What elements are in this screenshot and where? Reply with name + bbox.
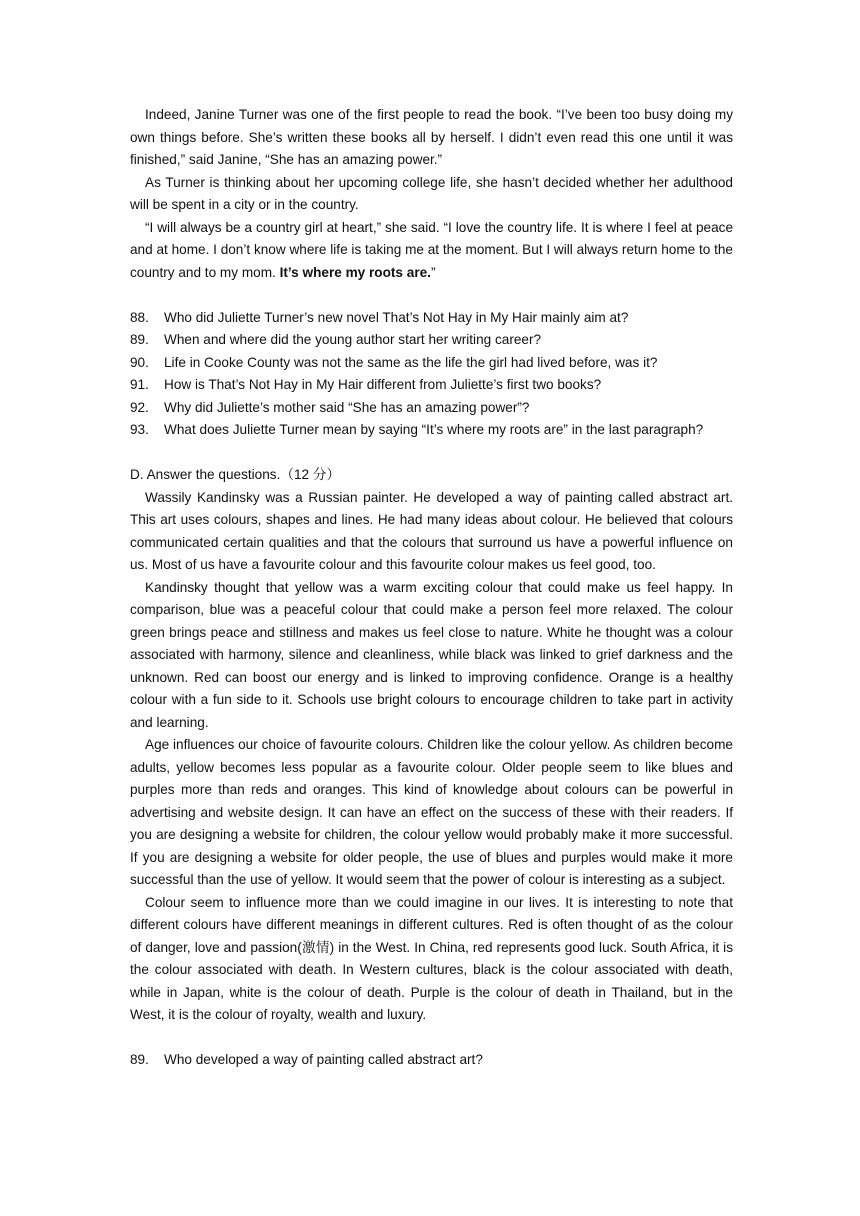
paragraph-kandinsky-intro: Wassily Kandinsky was a Russian painter. He developed a way of painting called abstract art. This art uses colours, shapes and lines. He had many ideas about colour. He believed that colours communicated certain qualities and that the colours that surround us have a powerful influence on us. Most of us have a favourite colour and this favourite colour makes us feel good, too.: [130, 489, 733, 572]
question-item: [130, 307, 733, 330]
question-number: 89.: [130, 1052, 149, 1067]
question-number: 92.: [130, 399, 149, 415]
question-item: [130, 374, 733, 397]
country-girl-text: “I will always be a country girl at heart,” she said. “I love the country life. It is where I feel at peace and at home. I don’t know where life is taking me at the moment. But I will always return home to the country and to my mom.: [130, 219, 733, 280]
question-item: [130, 397, 733, 420]
paragraph-cultural-meanings: Colour seem to influence more than we could imagine in our lives. It is interesting to note that different colours have different meanings in different cultures. Red is often thought of as the colour of danger, love and passion(激情) in the West. In China, red represents good luck. South Africa, it is the colour associated with death. In Western cultures, black is the colour associated with death, while in Japan, white is the colour of death. Purple is the colour of death in Thailand, but in the West, it is the colour of royalty, wealth and luxury.: [130, 894, 733, 1022]
question-number: 88.: [130, 309, 149, 325]
question-text: What does Juliette Turner mean by saying “It’s where my roots are” in the last paragraph?: [164, 422, 704, 437]
question-list-c: [130, 307, 733, 442]
question-text: How is That’s Not Hay in My Hair different from Juliette’s first two books?: [164, 377, 602, 392]
paragraph-country-girl: [130, 217, 733, 285]
spacer: [130, 1027, 733, 1050]
paragraph-college-life: As Turner is thinking about her upcoming college life, she hasn’t decided whether her adulthood will be spent in a city or in the country.: [130, 174, 733, 212]
question-number: 90.: [130, 354, 149, 370]
question-number: 89.: [130, 332, 149, 347]
question-item: [130, 419, 733, 442]
question-number: 93.: [130, 422, 149, 437]
roots-quote-bold: It’s where my roots are.: [279, 264, 431, 280]
question-text: Life in Cooke County was not the same as the life the girl had lived before, was it?: [164, 354, 658, 370]
document-page: [130, 104, 733, 1072]
spacer: [130, 284, 733, 307]
section-d-heading: D. Answer the questions.（12 分）: [130, 467, 341, 482]
question-item: [130, 352, 733, 375]
question-list-d: [130, 1049, 733, 1072]
question-item: [130, 1049, 733, 1072]
question-text: Why did Juliette’s mother said “She has an amazing power”?: [164, 399, 530, 415]
question-number: 91.: [130, 377, 149, 392]
paragraph-janine-reads-book: Indeed, Janine Turner was one of the first people to read the book. “I’ve been too busy doing my own things before. She’s written these books all by herself. I didn’t even read this one until it was finished,” said Janine, “She has an amazing power.”: [130, 107, 733, 167]
question-text: Who developed a way of painting called abstract art?: [164, 1052, 483, 1067]
spacer: [130, 442, 733, 465]
question-text: Who did Juliette Turner’s new novel That’s Not Hay in My Hair mainly aim at?: [164, 309, 629, 325]
closing-quote-mark: ”: [430, 264, 436, 280]
paragraph-colour-meanings: Kandinsky thought that yellow was a warm exciting colour that could make us feel happy. In comparison, blue was a peaceful colour that could make a person feel more relaxed. The colour green brings peace and stillness and makes us feel close to nature. White he thought was a colour associated with harmony, silence and cleanliness, while black was linked to grief darkness and the unknown. Red can boost our energy and is linked to improving confidence. Orange is a healthy colour with a fun side to it. Schools use bright colours to encourage children to take part in activity and learning.: [130, 579, 733, 730]
paragraph-age-influence: Age influences our choice of favourite colours. Children like the colour yellow. As children become adults, yellow becomes less popular as a favourite colour. Older people seem to like blues and purples more than reds and oranges. This kind of knowledge about colours can be powerful in advertising and website design. It can have an effect on the success of these with their readers. If you are designing a website for children, the colour yellow would probably make it more successful. If you are designing a website for older people, the use of blues and purples would make it more successful than the use of yellow. It would seem that the power of colour is interesting as a subject.: [130, 737, 733, 887]
question-item: [130, 329, 733, 352]
question-text: When and where did the young author start her writing career?: [164, 332, 542, 347]
